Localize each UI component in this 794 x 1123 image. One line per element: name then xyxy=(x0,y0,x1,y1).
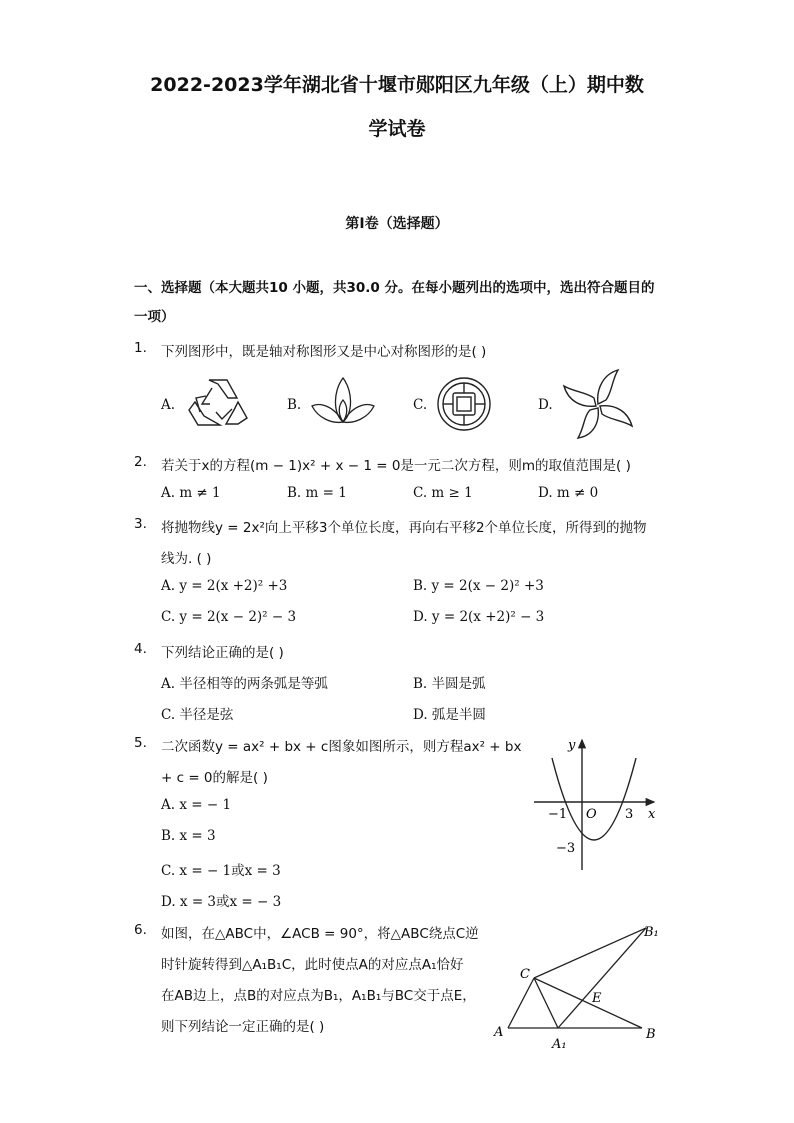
q5-stem-line2: + c = 0的解是( ) xyxy=(161,770,268,786)
q6-stem-line3: 在AB边上，点B的对应点为B₁，A₁B₁与BC交于点E， xyxy=(161,988,476,1004)
q1-label-a: A. xyxy=(161,397,176,413)
q4-option-d: D. 弧是半圆 xyxy=(413,707,486,723)
origin-label: O xyxy=(586,807,597,822)
x-axis-label: x xyxy=(648,807,656,822)
q3-option-b: B. y = 2(x − 2)² +3 xyxy=(413,578,544,594)
q6-stem-line4: 则下列结论一定正确的是( ) xyxy=(161,1019,325,1035)
q2-option-c: C. m ≥ 1 xyxy=(413,485,473,501)
page-title-line2: 学试卷 xyxy=(368,118,426,140)
q1-number: 1. xyxy=(134,340,147,356)
q6-stem-line1: 如图，在△ABC中，∠ACB = 90°，将△ABC绕点C逆 xyxy=(161,926,479,942)
q1-label-c: C. xyxy=(413,397,428,413)
q5-option-c: C. x = − 1或x = 3 xyxy=(161,863,281,879)
part-heading-line1: 一、选择题（本大题共10 小题，共30.0 分。在每小题列出的选项中，选出符合题目的 xyxy=(134,280,655,296)
rotation-triangle-figure xyxy=(490,918,665,1056)
page-title-line1: 2022-2023学年湖北省十堰市郧阳区九年级（上）期中数 xyxy=(150,74,644,96)
q5-stem-line1: 二次函数y = ax² + bx + c图象如图所示，则方程ax² + bx xyxy=(161,739,522,755)
q4-option-c: C. 半径是弦 xyxy=(161,707,234,723)
q3-option-c: C. y = 2(x − 2)² − 3 xyxy=(161,609,297,625)
q2-number: 2. xyxy=(134,454,147,470)
q5-option-a: A. x = − 1 xyxy=(161,797,232,813)
tick-neg1: −1 xyxy=(548,807,568,822)
q5-number: 5. xyxy=(134,735,147,751)
q1-label-d: D. xyxy=(538,397,553,413)
q4-number: 4. xyxy=(134,641,147,657)
coin-figure xyxy=(436,376,492,432)
q3-option-d: D. y = 2(x +2)² − 3 xyxy=(413,609,545,625)
q2-stem: 若关于x的方程(m − 1)x² + x − 1 = 0是一元二次方程，则m的取值范围是( ) xyxy=(161,458,631,474)
q4-option-b: B. 半圆是弧 xyxy=(413,676,486,692)
q2-option-d: D. m ≠ 0 xyxy=(538,485,599,501)
q1-label-b: B. xyxy=(287,397,302,413)
lotus-figure xyxy=(310,376,376,428)
parabola-graph xyxy=(530,732,665,874)
q6-stem-line2: 时针旋转得到△A₁B₁C，此时使点A的对应点A₁恰好 xyxy=(161,957,464,973)
y-axis-label: y xyxy=(568,738,576,753)
q5-option-b: B. x = 3 xyxy=(161,828,216,844)
label-b1: B₁ xyxy=(644,925,659,940)
q2-option-a: A. m ≠ 1 xyxy=(161,485,221,501)
label-a: A xyxy=(494,1025,504,1040)
q3-stem-line1: 将抛物线y = 2x²向上平移3个单位长度，再向右平移2个单位长度，所得到的抛物 xyxy=(161,520,647,536)
tick-neg3: −3 xyxy=(556,841,576,856)
q6-number: 6. xyxy=(134,922,147,938)
q3-stem-line2: 线为. ( ) xyxy=(161,551,212,567)
q3-number: 3. xyxy=(134,516,147,532)
tick-3: 3 xyxy=(625,807,634,822)
recycle-triangle-figure xyxy=(186,376,248,428)
label-c: C xyxy=(520,967,530,982)
label-a1: A₁ xyxy=(552,1037,567,1052)
q1-stem: 下列图形中，既是轴对称图形又是中心对称图形的是( ) xyxy=(161,344,487,360)
q2-option-b: B. m = 1 xyxy=(287,485,347,501)
label-e: E xyxy=(592,991,602,1006)
part-heading-line2: 一项） xyxy=(134,309,175,325)
parabola-curve xyxy=(552,758,636,840)
q4-stem: 下列结论正确的是( ) xyxy=(161,645,284,661)
q3-option-a: A. y = 2(x +2)² +3 xyxy=(161,578,288,594)
q5-option-d: D. x = 3或x = − 3 xyxy=(161,894,282,910)
q4-option-a: A. 半径相等的两条弧是等弧 xyxy=(161,676,328,692)
label-b: B xyxy=(646,1027,656,1042)
pinwheel-figure xyxy=(560,368,636,440)
section-title: 第I卷（选择题） xyxy=(345,216,449,232)
